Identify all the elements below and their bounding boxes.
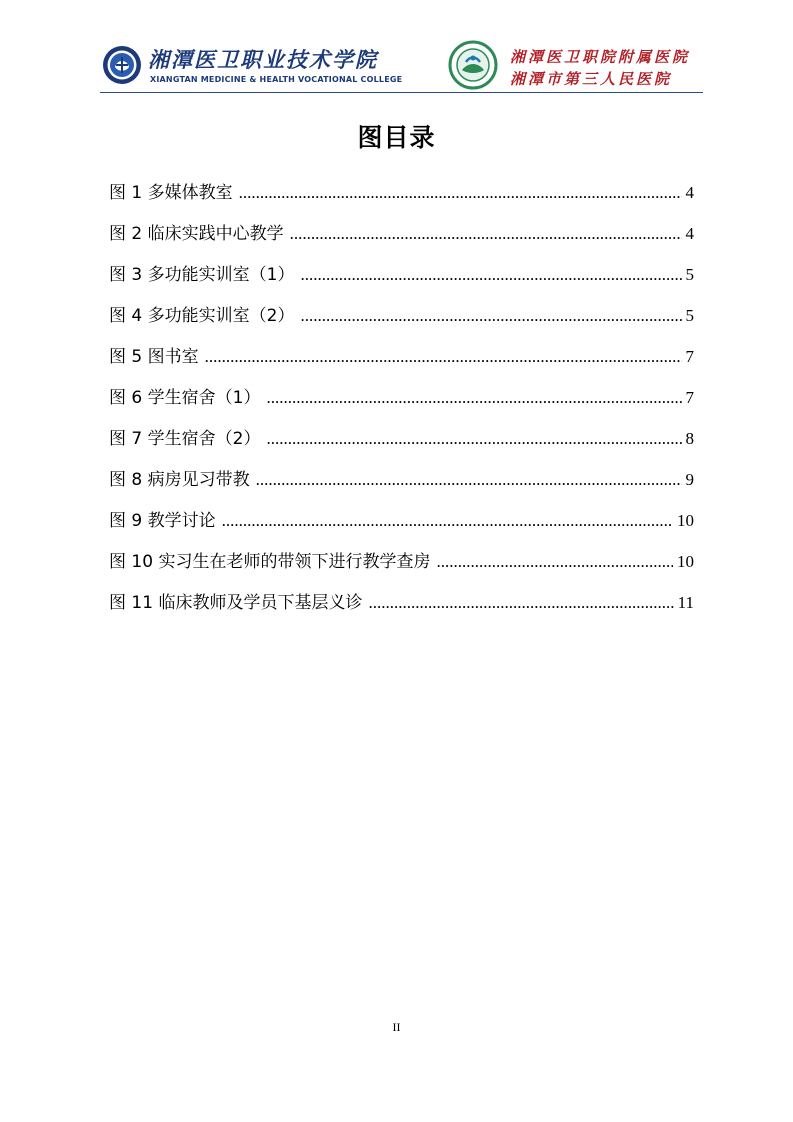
toc-dot-leader	[256, 470, 682, 490]
toc-entry-label	[109, 219, 284, 244]
hospital-logo	[448, 40, 700, 92]
toc-dot-leader	[205, 347, 682, 367]
toc-entry-page: 4	[685, 224, 694, 243]
toc-entry[interactable]	[109, 547, 694, 588]
hospital-emblem-icon	[448, 40, 498, 90]
toc-title: 图目录	[357, 123, 436, 152]
toc-entry-page: 10	[677, 511, 694, 530]
toc-entry-label	[109, 506, 216, 531]
toc-entry-figure-number: 图 11	[109, 593, 154, 613]
hospital-name-line2: 湘潭市第三人民医院	[510, 70, 673, 88]
toc-dot-leader	[222, 511, 673, 531]
toc-entry-figure-number: 图 1	[109, 183, 143, 203]
toc-entry-label	[109, 465, 250, 490]
toc-entry-label	[109, 178, 233, 203]
toc-entry-figure-number: 图 7	[109, 429, 143, 449]
toc-entry-page: 11	[677, 593, 694, 612]
toc-entry-page: 7	[685, 388, 694, 407]
college-logo	[102, 42, 403, 90]
toc-entry[interactable]	[109, 383, 694, 424]
toc-entry-page: 10	[677, 552, 694, 571]
toc-entry-label	[109, 547, 430, 572]
toc-dot-leader	[266, 388, 681, 408]
college-name-cn: 湘潭医卫职业技术学院	[148, 47, 378, 72]
toc-entry-page: 7	[685, 347, 694, 366]
toc-entry-label	[109, 301, 294, 326]
toc-dot-leader	[266, 429, 681, 449]
toc-entry-page: 9	[685, 470, 694, 489]
toc-entry-figure-number: 图 10	[109, 552, 154, 572]
toc-entry[interactable]	[109, 301, 694, 342]
toc-dot-leader	[368, 593, 673, 613]
toc-entry-caption: 多功能实训室（1）	[147, 265, 295, 285]
toc-entry-caption: 临床教师及学员下基层义诊	[158, 593, 363, 613]
toc-entry-caption: 临床实践中心教学	[147, 224, 284, 244]
toc-entry-label	[109, 424, 260, 449]
toc-entry-figure-number: 图 8	[109, 470, 143, 490]
header-divider	[100, 92, 703, 93]
toc-entry[interactable]	[109, 342, 694, 383]
toc-dot-leader	[290, 224, 682, 244]
toc-entry-figure-number: 图 5	[109, 347, 143, 367]
hospital-name-line1: 湘潭医卫职院附属医院	[510, 48, 691, 66]
page-number: II	[392, 1020, 401, 1034]
toc-entry-label	[109, 342, 199, 367]
toc-entry-caption: 教学讨论	[147, 511, 216, 531]
toc-entry[interactable]	[109, 465, 694, 506]
toc-dot-leader	[300, 265, 681, 285]
toc-entry-caption: 病房见习带教	[147, 470, 250, 490]
college-name-en: XIANGTAN MEDICINE & HEALTH VOCATIONAL COLLEGE	[150, 75, 403, 84]
toc-entry-figure-number: 图 4	[109, 306, 143, 326]
toc-entry[interactable]	[109, 178, 694, 219]
toc-entry[interactable]	[109, 424, 694, 465]
toc-entry-figure-number: 图 2	[109, 224, 143, 244]
toc-entry[interactable]	[109, 260, 694, 301]
figure-toc-list	[109, 178, 694, 629]
toc-entry-page: 5	[685, 306, 694, 325]
toc-dot-leader	[436, 552, 673, 572]
toc-entry-figure-number: 图 6	[109, 388, 143, 408]
toc-dot-leader	[239, 183, 682, 203]
toc-entry-caption: 多功能实训室（2）	[147, 306, 295, 326]
toc-entry[interactable]	[109, 506, 694, 547]
toc-entry-caption: 学生宿舍（1）	[147, 388, 261, 408]
toc-entry-page: 8	[685, 429, 694, 448]
toc-entry-page: 4	[685, 183, 694, 202]
toc-entry[interactable]	[109, 219, 694, 260]
page-header	[0, 0, 793, 100]
toc-entry-page: 5	[685, 265, 694, 284]
toc-entry-label	[109, 588, 362, 613]
toc-entry-label	[109, 260, 294, 285]
college-emblem-icon	[102, 45, 142, 85]
toc-entry[interactable]	[109, 588, 694, 629]
toc-entry-caption: 学生宿舍（2）	[147, 429, 261, 449]
toc-entry-caption: 多媒体教室	[147, 183, 233, 203]
toc-entry-figure-number: 图 3	[109, 265, 143, 285]
toc-entry-label	[109, 383, 260, 408]
toc-entry-caption: 图书室	[147, 347, 199, 367]
toc-dot-leader	[300, 306, 681, 326]
toc-entry-caption: 实习生在老师的带领下进行教学查房	[158, 552, 431, 572]
toc-entry-figure-number: 图 9	[109, 511, 143, 531]
